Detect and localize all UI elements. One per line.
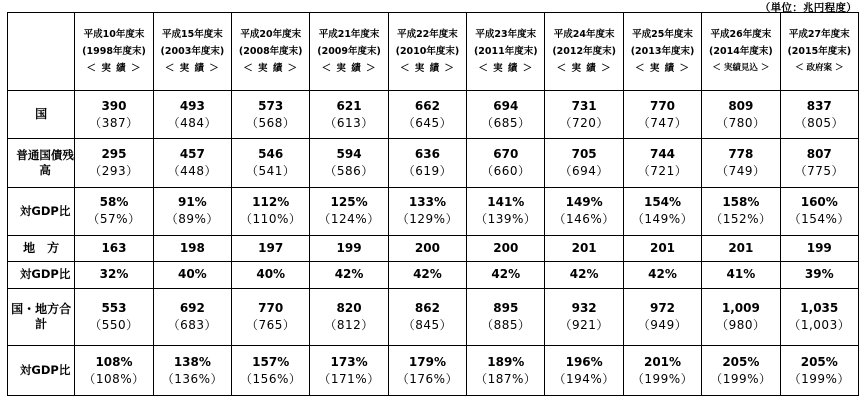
column-header: [75, 13, 153, 91]
cell-value: 493: [179, 98, 205, 113]
cell-value: 149%: [565, 195, 603, 210]
table-cell: [388, 288, 466, 346]
row-futsu: [8, 139, 859, 187]
cell-prior-value: （645）: [402, 115, 453, 130]
row-label-kuni-gdp: 対GDP比: [8, 187, 75, 235]
table-cell: [75, 139, 153, 187]
table-cell: [310, 236, 388, 262]
cell-value: 40%: [177, 267, 207, 282]
table-cell: [75, 90, 153, 138]
cell-value: 694: [493, 98, 519, 113]
column-status: ＜ 実 績 ＞: [86, 62, 142, 74]
column-year: 平成15年度末: [161, 28, 223, 40]
table-cell: [467, 288, 545, 346]
table-cell: [75, 187, 153, 235]
cell-prior-value: （136%）: [161, 371, 223, 386]
table-cell: [467, 139, 545, 187]
cell-value: 108%: [95, 354, 133, 369]
table-cell: [702, 236, 780, 262]
table-cell: [545, 288, 623, 346]
cell-prior-value: （387）: [89, 115, 139, 130]
table-cell: [623, 346, 701, 396]
table-cell: [310, 187, 388, 235]
column-year: 平成25年度末: [632, 28, 693, 40]
debt-table: [7, 12, 859, 396]
column-header: [702, 13, 780, 91]
column-year: 平成22年度末: [397, 28, 458, 40]
column-status: ＜ 実 績 ＞: [164, 62, 220, 74]
unit-note: （単位：兆円程度）: [759, 2, 857, 14]
column-header: [153, 13, 231, 91]
cell-prior-value: （57%）: [87, 212, 141, 227]
cell-prior-value: （1,003）: [788, 318, 851, 333]
column-year: 平成10年度末: [83, 28, 145, 40]
cell-prior-value: （89%）: [165, 212, 219, 227]
table-cell: [388, 90, 466, 138]
column-status: ＜ 実 績 ＞: [399, 62, 455, 74]
cell-prior-value: （805）: [794, 115, 844, 130]
row-label-futsu: 普通国債残高: [8, 139, 75, 187]
table-cell: [623, 90, 701, 138]
table-cell: [780, 187, 858, 235]
table-cell: [388, 139, 466, 187]
column-status: ＜ 実 績 ＞: [478, 62, 534, 74]
table-cell: [75, 262, 153, 288]
cell-value: 744: [649, 146, 676, 161]
cell-value: 40%: [256, 267, 286, 282]
row-chiho_gdp: [8, 262, 859, 288]
cell-prior-value: （660）: [481, 163, 531, 178]
cell-value: 201: [649, 241, 676, 256]
table-cell: [153, 90, 231, 138]
cell-prior-value: （613）: [324, 115, 374, 130]
cell-value: 196%: [565, 354, 603, 369]
cell-value: 594: [336, 146, 362, 161]
cell-prior-value: （176%）: [396, 371, 459, 386]
cell-prior-value: （885）: [481, 318, 531, 333]
cell-value: 895: [493, 301, 519, 316]
column-status: ＜ 実績見込 ＞: [712, 62, 770, 73]
cell-value: 201: [728, 241, 754, 256]
table-cell: [310, 139, 388, 187]
cell-value: 154%: [643, 195, 682, 210]
table-cell: [467, 90, 545, 138]
cell-value: 932: [571, 301, 597, 316]
cell-prior-value: （139%）: [475, 212, 537, 227]
cell-value: 862: [414, 301, 440, 316]
cell-value: 670: [493, 146, 519, 161]
cell-prior-value: （129%）: [396, 212, 459, 227]
column-header: [310, 13, 388, 91]
cell-prior-value: （949）: [637, 318, 688, 333]
table-cell: [780, 139, 858, 187]
cell-value: 163: [101, 241, 127, 256]
cell-prior-value: （149%）: [631, 212, 694, 227]
cell-prior-value: （694）: [559, 163, 609, 178]
table-cell: [75, 346, 153, 396]
table-cell: [623, 288, 701, 346]
cell-value: 173%: [330, 354, 368, 369]
table-cell: [310, 288, 388, 346]
table-cell: [780, 262, 858, 288]
column-year: 平成26年度末: [710, 28, 772, 40]
table-cell: [232, 90, 310, 138]
cell-prior-value: （199%）: [631, 371, 694, 386]
table-cell: [388, 346, 466, 396]
table-cell: [545, 90, 623, 138]
cell-value: 837: [806, 98, 832, 113]
header-row: [8, 13, 859, 91]
cell-value: 58%: [99, 195, 129, 210]
cell-prior-value: （199%）: [710, 371, 772, 386]
cell-prior-value: （199%）: [788, 371, 850, 386]
cell-value: 42%: [648, 267, 677, 282]
column-header: [467, 13, 545, 91]
cell-value: 157%: [252, 354, 290, 369]
cell-value: 189%: [487, 354, 525, 369]
column-western-year: (2013年度末): [630, 45, 695, 57]
table-cell: [153, 262, 231, 288]
cell-value: 179%: [408, 354, 446, 369]
cell-value: 205%: [722, 354, 760, 369]
cell-prior-value: （685）: [481, 115, 531, 130]
table-cell: [232, 236, 310, 262]
cell-prior-value: （619）: [402, 163, 453, 178]
table-cell: [232, 139, 310, 187]
cell-prior-value: （747）: [637, 115, 688, 130]
table-cell: [780, 90, 858, 138]
table-cell: [467, 262, 545, 288]
column-western-year: (2011年度末): [473, 45, 538, 57]
table-cell: [702, 90, 780, 138]
table-cell: [467, 187, 545, 235]
row-kuni_gdp: [8, 187, 859, 235]
cell-prior-value: （187%）: [475, 371, 537, 386]
table-cell: [232, 346, 310, 396]
table-cell: [702, 262, 780, 288]
row-label-chiho: 地 方: [8, 236, 75, 262]
cell-prior-value: （154%）: [788, 212, 850, 227]
cell-prior-value: （171%）: [318, 371, 380, 386]
table-cell: [153, 187, 231, 235]
cell-value: 770: [258, 301, 284, 316]
cell-value: 199: [806, 241, 832, 256]
corner-cell: [8, 13, 75, 91]
table-cell: [388, 262, 466, 288]
cell-value: 138%: [173, 354, 211, 369]
cell-prior-value: （749）: [716, 163, 766, 178]
column-header: [780, 13, 858, 91]
table-cell: [75, 236, 153, 262]
cell-prior-value: （152%）: [710, 212, 772, 227]
cell-prior-value: （720）: [559, 115, 609, 130]
column-western-year: (2008年度末): [238, 45, 303, 57]
cell-value: 731: [571, 98, 597, 113]
table-cell: [545, 139, 623, 187]
table-cell: [780, 346, 858, 396]
table-cell: [702, 187, 780, 235]
cell-value: 91%: [177, 195, 207, 210]
cell-value: 200: [493, 241, 519, 256]
table-cell: [623, 236, 701, 262]
table-cell: [702, 139, 780, 187]
table-cell: [545, 236, 623, 262]
cell-value: 42%: [413, 267, 442, 282]
cell-prior-value: （586）: [324, 163, 374, 178]
cell-value: 553: [101, 301, 127, 316]
cell-value: 205%: [800, 354, 838, 369]
cell-prior-value: （108%）: [83, 371, 145, 386]
cell-prior-value: （780）: [716, 115, 766, 130]
cell-value: 809: [728, 98, 754, 113]
column-western-year: (2010年度末): [395, 45, 460, 57]
column-western-year: (2012年度末): [552, 45, 616, 57]
cell-value: 295: [101, 146, 127, 161]
column-header: [232, 13, 310, 91]
row-total_gdp: [8, 346, 859, 396]
table-cell: [545, 262, 623, 288]
cell-value: 662: [414, 98, 440, 113]
cell-prior-value: （921）: [559, 318, 609, 333]
cell-prior-value: （683）: [167, 318, 218, 333]
column-year: 平成27年度末: [788, 28, 850, 40]
cell-value: 636: [414, 146, 440, 161]
table-cell: [153, 346, 231, 396]
column-western-year: (2009年度末): [317, 45, 381, 57]
column-status: ＜ 実 績 ＞: [556, 62, 612, 74]
cell-value: 41%: [726, 267, 756, 282]
cell-value: 200: [414, 241, 440, 256]
table-cell: [780, 236, 858, 262]
cell-value: 972: [649, 301, 676, 316]
table-cell: [232, 187, 310, 235]
cell-prior-value: （775）: [794, 163, 844, 178]
cell-value: 1,035: [800, 301, 839, 316]
cell-prior-value: （980）: [716, 318, 766, 333]
column-year: 平成21年度末: [318, 28, 380, 40]
table-cell: [702, 288, 780, 346]
cell-value: 42%: [334, 267, 364, 282]
cell-value: 201: [571, 241, 597, 256]
row-label-kuni: 国: [8, 90, 75, 138]
cell-prior-value: （146%）: [553, 212, 615, 227]
cell-value: 133%: [408, 195, 446, 210]
cell-value: 198: [179, 241, 205, 256]
table-cell: [310, 346, 388, 396]
table-cell: [467, 346, 545, 396]
table-cell: [545, 187, 623, 235]
cell-value: 692: [179, 301, 205, 316]
cell-prior-value: （765）: [246, 318, 296, 333]
cell-prior-value: （484）: [167, 115, 218, 130]
cell-value: 573: [258, 98, 284, 113]
cell-value: 390: [101, 98, 127, 113]
cell-prior-value: （194%）: [553, 371, 615, 386]
cell-prior-value: （156%）: [240, 371, 302, 386]
row-label-total: 国・地方合計: [8, 288, 75, 346]
cell-value: 32%: [99, 267, 129, 282]
table-cell: [153, 139, 231, 187]
column-year: 平成24年度末: [553, 28, 615, 40]
row-label-total-gdp: 対GDP比: [8, 346, 75, 396]
column-header: [545, 13, 623, 91]
table-cell: [388, 187, 466, 235]
column-header: [623, 13, 701, 91]
column-western-year: (2003年度末): [160, 45, 225, 57]
cell-prior-value: （812）: [324, 318, 374, 333]
cell-prior-value: （124%）: [318, 212, 380, 227]
cell-prior-value: （568）: [246, 115, 296, 130]
cell-value: 820: [336, 301, 362, 316]
cell-value: 201%: [643, 354, 682, 369]
column-status: ＜ 政府案 ＞: [795, 62, 844, 73]
cell-prior-value: （293）: [89, 163, 139, 178]
cell-value: 39%: [804, 267, 834, 282]
cell-value: 621: [336, 98, 362, 113]
table-cell: [702, 346, 780, 396]
table-cell: [545, 346, 623, 396]
cell-prior-value: （845）: [402, 318, 453, 333]
column-western-year: (1998年度末): [82, 45, 146, 57]
column-status: ＜ 実 績 ＞: [635, 62, 690, 74]
cell-value: 125%: [330, 195, 368, 210]
table-cell: [75, 288, 153, 346]
cell-prior-value: （448）: [167, 163, 218, 178]
cell-value: 705: [571, 146, 597, 161]
column-year: 平成23年度末: [475, 28, 537, 40]
table-cell: [623, 187, 701, 235]
cell-value: 112%: [252, 195, 290, 210]
table-cell: [232, 288, 310, 346]
cell-value: 141%: [487, 195, 525, 210]
cell-prior-value: （541）: [246, 163, 296, 178]
table-cell: [388, 236, 466, 262]
column-western-year: (2014年度末): [709, 45, 773, 57]
cell-value: 160%: [800, 195, 838, 210]
cell-value: 778: [728, 146, 754, 161]
column-status: ＜ 実 績 ＞: [321, 62, 377, 74]
table-cell: [467, 236, 545, 262]
cell-value: 42%: [491, 267, 521, 282]
cell-value: 197: [258, 241, 284, 256]
row-kuni: [8, 90, 859, 138]
cell-value: 546: [258, 146, 284, 161]
table-cell: [153, 236, 231, 262]
cell-prior-value: （110%）: [240, 212, 302, 227]
cell-value: 42%: [569, 267, 599, 282]
cell-prior-value: （721）: [637, 163, 688, 178]
cell-value: 158%: [722, 195, 760, 210]
table-cell: [623, 139, 701, 187]
table-cell: [310, 262, 388, 288]
column-western-year: (2015年度末): [787, 45, 852, 57]
cell-value: 457: [179, 146, 205, 161]
table-cell: [232, 262, 310, 288]
column-header: [388, 13, 466, 91]
table-cell: [153, 288, 231, 346]
row-label-chiho-gdp: 対GDP比: [8, 262, 75, 288]
cell-value: 807: [806, 146, 832, 161]
table-cell: [780, 288, 858, 346]
column-year: 平成20年度末: [240, 28, 302, 40]
cell-value: 770: [649, 98, 676, 113]
row-total: [8, 288, 859, 346]
table-cell: [623, 262, 701, 288]
cell-value: 199: [336, 241, 362, 256]
column-status: ＜ 実 績 ＞: [243, 62, 299, 74]
row-chiho: [8, 236, 859, 262]
table-cell: [310, 90, 388, 138]
cell-value: 1,009: [721, 301, 760, 316]
cell-prior-value: （550）: [89, 318, 139, 333]
